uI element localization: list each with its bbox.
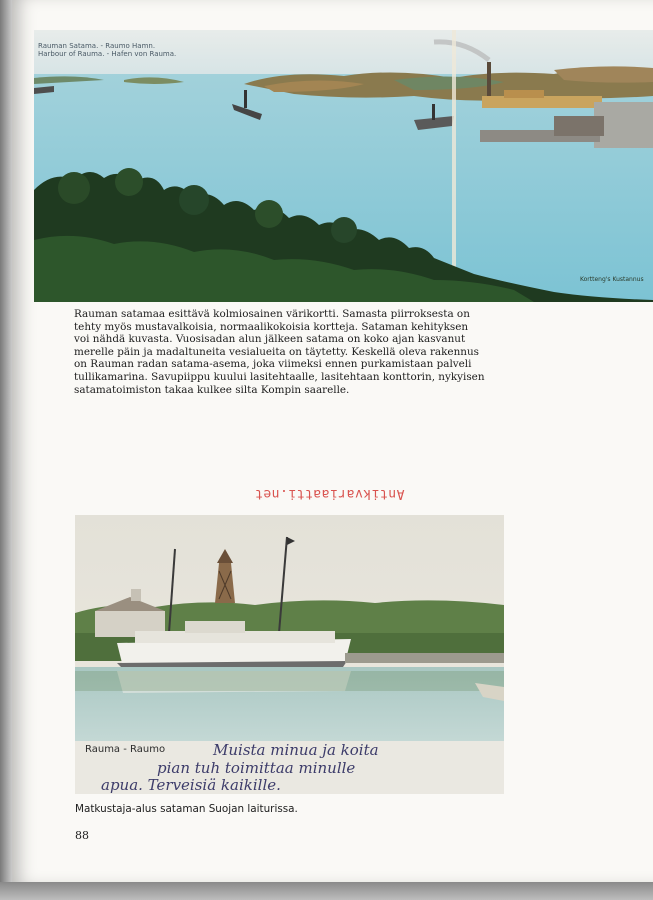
harbour-panorama-image [34, 30, 653, 302]
postcard-title: Rauma - Raumo [85, 744, 166, 755]
postcard-handwriting-line-2: pian tuh toimittaa minulle [157, 759, 356, 777]
watermark-text: Antikvariaatti.net [254, 486, 405, 501]
panorama-label-line-1: Rauman Satama. - Raumo Hamn. [38, 42, 156, 50]
postcard-handwriting-line-1: Muista minua ja koita [213, 741, 379, 759]
page-number: 88 [75, 829, 89, 842]
panorama-label-line-2: Harbour of Rauma. - Hafen von Rauma. [38, 50, 177, 58]
book-gutter [0, 0, 12, 900]
postcard-handwriting-line-3: apua. Terveisiä kaikille. [101, 776, 281, 794]
page-edge-shadow [0, 882, 653, 900]
harbour-panorama-drawing [34, 30, 653, 302]
steamship-postcard-image [75, 515, 504, 794]
top-figure-caption: Rauman satamaa esittävä kolmiosainen värikortti. Samasta piirroksesta on tehty myös mustavalkoisia, normaalikokoisia kortteja. Sataman kehityksen voi nähdä kuvasta. Vuosisadan alun jälkeen satama on koko ajan kasvanut merelle päin ja madaltuneita vesialueita on täytetty. Keskellä oleva rakennus on Rauman radan satama-asema, joka viimeksi ennen purkamistaan palveli tullikamarina. Savupiippu kuului lasitehtaalle, lasitehtaan konttorin, nykyisen satamatoimiston takaa kulkee silta Kompin saarelle. [74, 308, 485, 396]
postcard-caption: Matkustaja-alus sataman Suojan laiturissa. [75, 803, 298, 815]
printer-mark: Kortteng's Kustannus [580, 276, 644, 283]
